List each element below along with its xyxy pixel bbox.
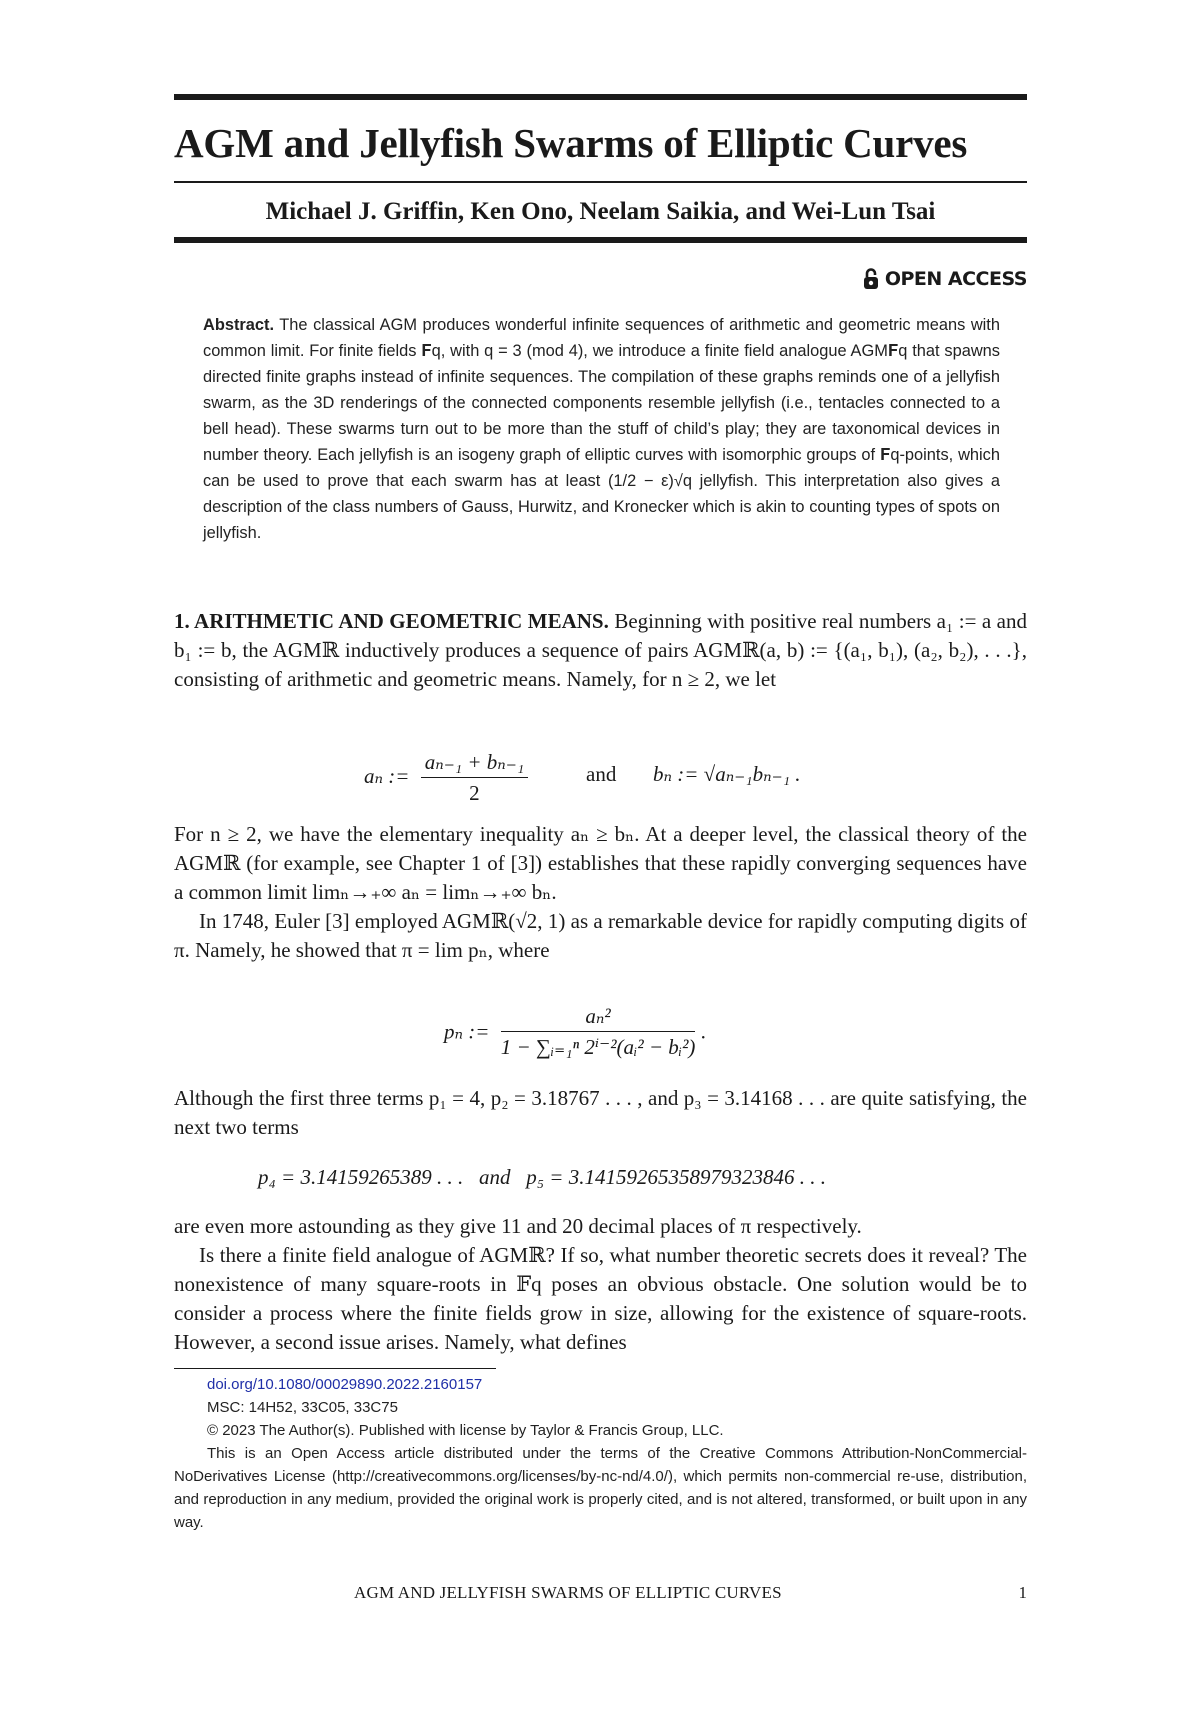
doi-link[interactable]: doi.org/10.1080/00029890.2022.2160157 [207,1376,483,1393]
section-heading: 1. ARITHMETIC AND GEOMETRIC MEANS. [174,609,609,633]
eq1-denominator: 2 [469,781,480,805]
paragraph-6: Is there a finite field analogue of AGMℝ? If so, what number theoretic secrets does it reveal? The nonexistence of many square-roots in 𝔽q poses an obvious obstacle. One solution would be to consider a process where the finite fields grow in size, allowing for the existence of square-roots. However, a second issue arises. Namely, what defines [174,1243,1027,1354]
paragraph-3: In 1748, Euler [3] employed AGMℝ(√2, 1) as a remarkable device for rapidly computing digits of π. Namely, he showed that π = lim pₙ, where [174,909,1027,962]
eq3-terms: p₄ = 3.14159265389 . . . and p₅ = 3.14159265358979323846 . . . [258,1165,826,1189]
section-1-intro [174,607,1027,694]
eq2-numerator: aₙ² [501,1004,696,1032]
copyright-notice: © 2023 The Author(s). Published with license by Taylor & Francis Group, LLC. [207,1422,724,1439]
msc-codes: MSC: 14H52, 33C05, 33C75 [207,1399,398,1416]
eq1-and: and [586,762,617,786]
paragraph-1: Beginning with positive real numbers a₁ := a and b₁ := b, the AGMℝ inductively produces a sequence of pairs AGMℝ(a, b) := {(a₁, b₁), (a₂, b₂), . . .}, consisting of arithmetic and geometric means. Namely, for n ≥ 2, we let [174,609,1027,691]
eq1-rhs: bₙ := √aₙ₋₁bₙ₋₁ . [653,762,801,786]
footnotes [174,1373,1027,1534]
eq1-fraction [421,750,528,806]
license-text: This is an Open Access article distributed under the terms of the Creative Commons Attribution-NonCommercial-NoDerivatives License (http://creativecommons.org/licenses/by-nc-nd/4.0/), which permits non-commercial re-use, distribution, and reproduction in any medium, provided the original work is properly cited, and is not altered, transformed, or built upon in any way. [174,1445,1027,1531]
footnote-rule [174,1368,496,1369]
header-bottom-rule [174,237,1027,243]
equation-euler-pi [174,1000,1027,1070]
eq1-lhs: aₙ := [364,763,410,788]
eq1-numerator: aₙ₋₁ + bₙ₋₁ [421,750,528,778]
abstract-text: The classical AGM produces wonderful infinite sequences of arithmetic and geometric means with common limit. For finite fields 𝐅q, with q = 3 (mod 4), we introduce a finite field analogue AGM𝐅q that spawns directed finite graphs instead of infinite sequences. The compilation of these graphs reminds one of a jellyfish swarm, as the 3D renderings of the connected components resemble jellyfish (i.e., tentacles connected to a bell head). These swarms turn out to be more than the stuff of child’s play; they are taxonomical devices in number theory. Each jellyfish is an isogeny graph of elliptic curves with isomorphic groups of 𝐅q-points, which can be used to prove that each swarm has at least (1/2 − ε)√q jellyfish. This interpretation also gives a description of the class numbers of Gauss, Hurwitz, and Kronecker which is akin to counting types of spots on jellyfish. [203,316,1000,542]
open-access-label: OPEN ACCESS [884,268,1027,290]
open-lock-icon [863,268,879,290]
author-list: Michael J. Griffin, Ken Ono, Neelam Saikia, and Wei-Lun Tsai [265,198,936,225]
eq2-denominator: 1 − ∑ᵢ₌₁ⁿ 2ⁱ⁻²(aᵢ² − bᵢ²) [500,1035,696,1059]
abstract-label: Abstract. [203,316,275,334]
eq2-lhs: pₙ := [444,1019,490,1044]
running-head: AGM AND JELLYFISH SWARMS OF ELLIPTIC CURVES [354,1583,782,1602]
paragraph-5: are even more astounding as they give 11 and 20 decimal places of π respectively. [174,1214,862,1238]
page-number: 1 [1018,1583,1027,1602]
abstract [203,312,1000,546]
open-access-badge[interactable] [863,268,1027,290]
equation-agm-recurrence [174,740,1027,805]
paper-title: AGM and Jellyfish Swarms of Elliptic Curves [174,120,968,166]
eq2-fraction [501,1004,696,1060]
title-rule [174,181,1027,183]
eq2-period: . [700,1019,706,1044]
section-1-body-b [174,1084,1027,1142]
section-1-body-c [174,1212,1027,1357]
paragraph-4: Although the first three terms p₁ = 4, p₂ = 3.18767 . . . , and p₃ = 3.14168 . . . are quite satisfying, the next two terms [174,1086,1027,1139]
paragraph-2: For n ≥ 2, we have the elementary inequality aₙ ≥ bₙ. At a deeper level, the classical theory of the AGMℝ (for example, see Chapter 1 of [3]) establishes that these rapidly converging sequences have a common limit limₙ→₊∞ aₙ = limₙ→₊∞ bₙ. [174,822,1027,904]
top-rule [174,94,1027,100]
equation-pi-terms [174,1165,1027,1197]
section-1-body-a [174,820,1027,965]
